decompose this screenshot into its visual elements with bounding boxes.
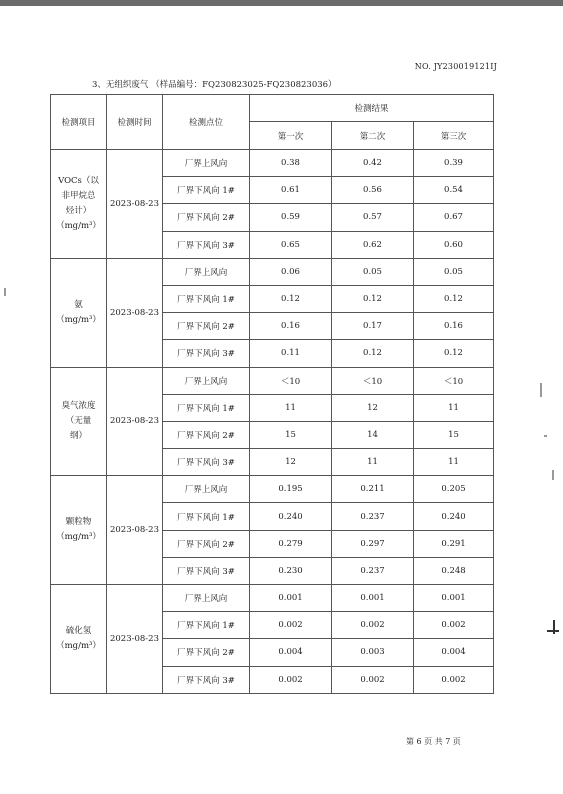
point-cell: 厂界上风向: [163, 585, 250, 612]
value-third: 0.240: [414, 503, 494, 530]
value-first: 0.002: [250, 666, 332, 693]
date-cell: 2023-08-23: [107, 150, 163, 259]
scan-mark: [552, 470, 554, 480]
header-result: 检测结果: [250, 95, 494, 122]
value-first: 0.38: [250, 150, 332, 177]
value-second: 0.62: [332, 231, 414, 258]
value-first: 0.002: [250, 612, 332, 639]
point-cell: 厂界下风向 3#: [163, 231, 250, 258]
value-third: 0.002: [414, 666, 494, 693]
item-line: 颗粒物: [65, 517, 92, 528]
scan-mark: [4, 288, 6, 296]
date-cell: 2023-08-23: [107, 585, 163, 694]
item-line: （无量: [65, 415, 92, 426]
point-cell: 厂界下风向 3#: [163, 449, 250, 476]
value-first: 0.279: [250, 530, 332, 557]
value-third: 0.002: [414, 612, 494, 639]
header-row: [51, 95, 494, 122]
page-footer: 第 6 页 共 7 页: [406, 737, 461, 746]
header-third: 第三次: [414, 122, 494, 150]
value-third: 11: [414, 394, 494, 421]
point-cell: 厂界上风向: [163, 258, 250, 285]
date-cell: 2023-08-23: [107, 476, 163, 585]
point-cell: 厂界下风向 1#: [163, 612, 250, 639]
section-title: 3、无组织废气 （样品编号：FQ230823025-FQ230823036）: [92, 80, 337, 90]
header-first: 第一次: [250, 122, 332, 150]
value-third: 0.12: [414, 340, 494, 367]
table-row: [51, 150, 494, 177]
point-cell: 厂界上风向: [163, 150, 250, 177]
item-line: 硫化氢: [65, 625, 92, 636]
value-second: 14: [332, 421, 414, 448]
point-cell: 厂界下风向 1#: [163, 285, 250, 312]
value-second: 0.237: [332, 557, 414, 584]
report-number: NO. JY230019121IJ: [414, 62, 497, 71]
point-cell: 厂界上风向: [163, 476, 250, 503]
header-point: 检测点位: [163, 95, 250, 150]
value-second: 0.002: [332, 666, 414, 693]
item-line: （mg/m³）: [56, 532, 101, 543]
table-row: [51, 367, 494, 394]
value-third: 0.004: [414, 639, 494, 666]
item-line: 非甲烷总: [61, 190, 96, 201]
value-first: 0.001: [250, 585, 332, 612]
item-line: 烃计）: [65, 205, 92, 216]
item-line: VOCs（以: [58, 175, 99, 186]
scan-mark: [540, 383, 542, 397]
value-second: 0.002: [332, 612, 414, 639]
value-second: 0.12: [332, 340, 414, 367]
item-line: 氨: [74, 299, 83, 310]
item-line: 臭气浓度: [61, 400, 96, 411]
value-first: 0.11: [250, 340, 332, 367]
value-first: 0.16: [250, 313, 332, 340]
value-second: 0.297: [332, 530, 414, 557]
value-first: 0.65: [250, 231, 332, 258]
results-table: [50, 94, 494, 694]
point-cell: 厂界下风向 2#: [163, 313, 250, 340]
scan-top-edge: [0, 0, 563, 6]
value-second: 0.17: [332, 313, 414, 340]
item-cell: [51, 476, 107, 585]
results-body: [51, 150, 494, 694]
date-cell: 2023-08-23: [107, 367, 163, 476]
value-first: 0.06: [250, 258, 332, 285]
value-second: 11: [332, 449, 414, 476]
point-cell: 厂界下风向 3#: [163, 557, 250, 584]
header-time: 检测时间: [107, 95, 163, 150]
value-second: 0.42: [332, 150, 414, 177]
value-first: ＜10: [250, 367, 332, 394]
value-first: 12: [250, 449, 332, 476]
value-third: 0.16: [414, 313, 494, 340]
scan-mark: [544, 435, 547, 437]
point-cell: 厂界下风向 2#: [163, 530, 250, 557]
value-second: 0.211: [332, 476, 414, 503]
table-row: [51, 585, 494, 612]
item-line: （mg/m³）: [56, 314, 101, 325]
value-first: 0.004: [250, 639, 332, 666]
value-third: 0.001: [414, 585, 494, 612]
value-third: 0.291: [414, 530, 494, 557]
item-line: （mg/m³）: [56, 640, 101, 651]
value-second: 0.237: [332, 503, 414, 530]
value-third: 15: [414, 421, 494, 448]
header-second: 第二次: [332, 122, 414, 150]
value-third: 0.12: [414, 285, 494, 312]
table-row: [51, 258, 494, 285]
item-cell: [51, 258, 107, 367]
item-cell: [51, 150, 107, 259]
item-cell: [51, 585, 107, 694]
point-cell: 厂界下风向 1#: [163, 177, 250, 204]
value-second: 0.57: [332, 204, 414, 231]
value-second: 0.003: [332, 639, 414, 666]
item-cell: [51, 367, 107, 476]
value-third: ＜10: [414, 367, 494, 394]
value-third: 0.248: [414, 557, 494, 584]
value-third: 11: [414, 449, 494, 476]
date-cell: 2023-08-23: [107, 258, 163, 367]
value-first: 0.230: [250, 557, 332, 584]
item-line: 纲）: [69, 430, 87, 441]
value-first: 0.240: [250, 503, 332, 530]
value-first: 15: [250, 421, 332, 448]
value-second: 0.001: [332, 585, 414, 612]
value-second: 0.05: [332, 258, 414, 285]
value-first: 11: [250, 394, 332, 421]
point-cell: 厂界下风向 2#: [163, 421, 250, 448]
point-cell: 厂界下风向 2#: [163, 204, 250, 231]
value-first: 0.61: [250, 177, 332, 204]
value-second: 0.56: [332, 177, 414, 204]
value-third: 0.05: [414, 258, 494, 285]
value-first: 0.12: [250, 285, 332, 312]
value-first: 0.59: [250, 204, 332, 231]
value-second: ＜10: [332, 367, 414, 394]
point-cell: 厂界上风向: [163, 367, 250, 394]
table-row: [51, 476, 494, 503]
item-line: （mg/m³）: [56, 220, 101, 231]
point-cell: 厂界下风向 2#: [163, 639, 250, 666]
value-third: 0.60: [414, 231, 494, 258]
point-cell: 厂界下风向 1#: [163, 394, 250, 421]
scan-mark: [553, 620, 555, 634]
value-third: 0.67: [414, 204, 494, 231]
value-third: 0.205: [414, 476, 494, 503]
value-third: 0.54: [414, 177, 494, 204]
value-first: 0.195: [250, 476, 332, 503]
point-cell: 厂界下风向 3#: [163, 340, 250, 367]
value-second: 12: [332, 394, 414, 421]
header-item: 检测项目: [51, 95, 107, 150]
point-cell: 厂界下风向 3#: [163, 666, 250, 693]
value-second: 0.12: [332, 285, 414, 312]
point-cell: 厂界下风向 1#: [163, 503, 250, 530]
value-third: 0.39: [414, 150, 494, 177]
